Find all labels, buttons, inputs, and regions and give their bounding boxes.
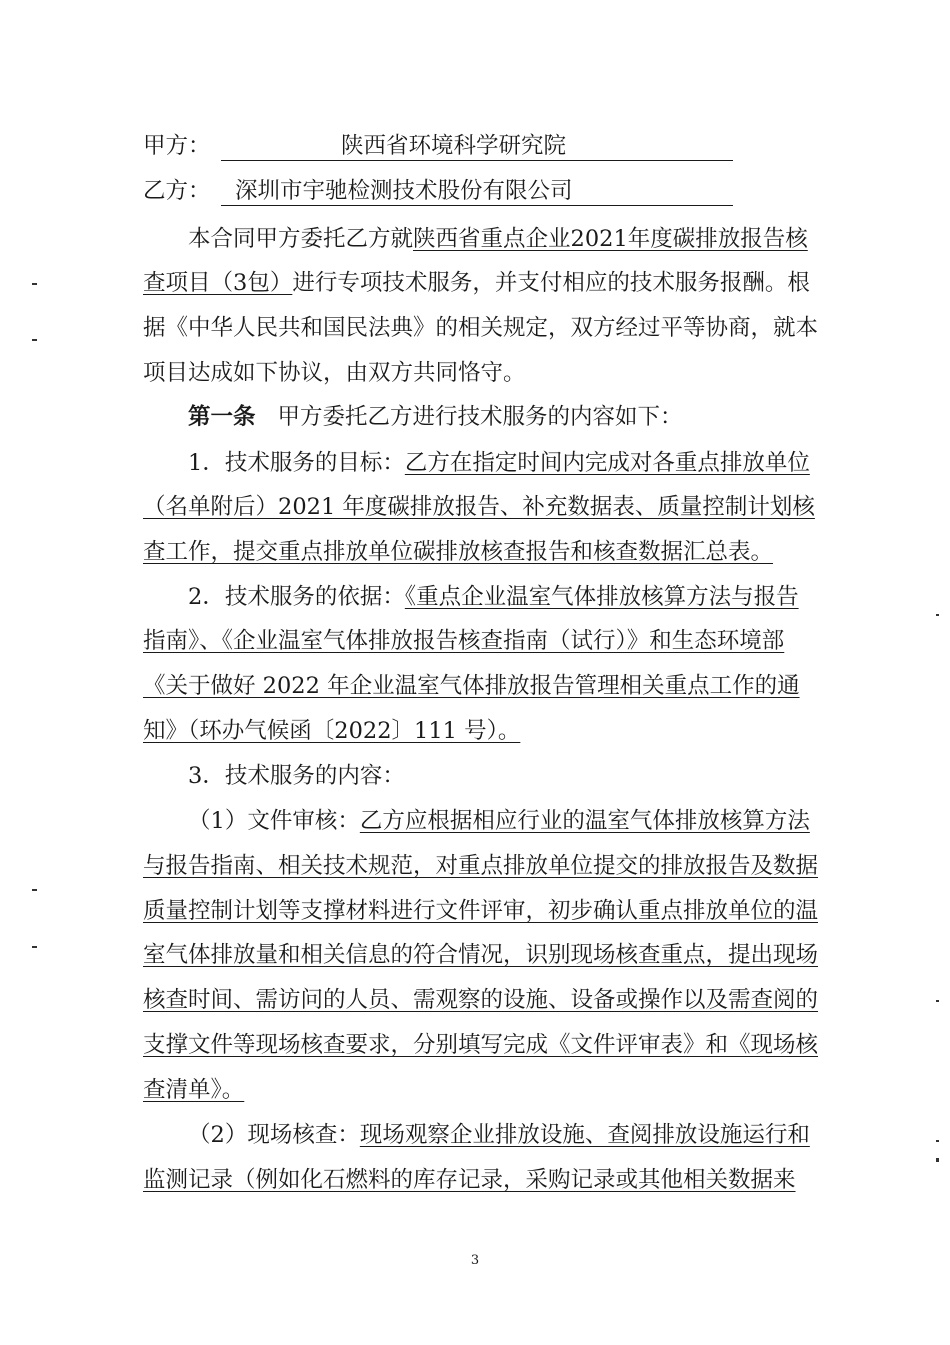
sub-1-line-5: 核查时间、需访问的人员、需观察的设施、设备或操作以及需查阅的 (143, 987, 819, 1013)
sub-1-line-7: 查清单》。 (143, 1077, 245, 1103)
party-a-field (221, 132, 733, 161)
sub-1-line-1 (143, 806, 808, 836)
party-b-label: 乙方： (143, 178, 211, 204)
project-name: 陕西省重点企业2021年度碳排放报告核 (413, 226, 808, 252)
sub-text: 现场观察企业排放设施、查阅排放设施运行和 (359, 1122, 810, 1148)
scan-speck (936, 614, 939, 616)
party-b-field (221, 177, 733, 206)
intro-text: 进行专项技术服务，并支付相应的技术服务报酬。根 (292, 270, 810, 296)
item-text: 乙方在指定时间内完成对各重点排放单位 (404, 450, 810, 476)
party-b-line (143, 176, 808, 206)
item-2-line-1 (143, 582, 808, 612)
sub-label: （1）文件审核： (188, 808, 360, 834)
scan-speck (936, 1158, 939, 1162)
sub-1-line-6: 支撑文件等现场核查要求，分别填写完成《文件评审表》和《现场核 (143, 1032, 819, 1058)
intro-text: 本合同甲方委托乙方就 (188, 226, 414, 252)
party-b-name: 深圳市宇驰检测技术股份有限公司 (235, 178, 573, 204)
scan-speck (32, 339, 37, 341)
party-a-label: 甲方： (143, 133, 211, 159)
article-title: 第一条 (188, 404, 256, 430)
party-a-name: 陕西省环境科学研究院 (341, 133, 567, 159)
item-2-line-4: 知》（环办气候函〔2022〕111 号）。 (143, 718, 521, 744)
intro-line-3: 据《中华人民共和国民法典》的相关规定，双方经过平等协商，就本 (143, 315, 819, 341)
scan-speck (936, 1140, 939, 1142)
sub-2-line-2: 监测记录（例如化石燃料的库存记录，采购记录或其他相关数据来 (143, 1167, 796, 1193)
item-3-heading: 3．技术服务的内容： (188, 763, 405, 789)
page-number: 3 (470, 1253, 480, 1268)
item-1-line-3: 查工作，提交重点排放单位碳排放核查报告和核查数据汇总表。 (143, 539, 774, 565)
item-1-line-1 (143, 448, 808, 478)
sub-1-line-4: 室气体排放量和相关信息的符合情况，识别现场核查重点，提出现场 (143, 942, 819, 968)
item-text: 《重点企业温室气体排放核算方法与报告 (404, 584, 799, 610)
item-1-line-2: （名单附后）2021 年度碳排放报告、补充数据表、质量控制计划核 (143, 494, 815, 520)
sub-text: 乙方应根据相应行业的温室气体排放核算方法 (359, 808, 810, 834)
item-2-line-3: 《关于做好 2022 年企业温室气体排放报告管理相关重点工作的通 (143, 673, 800, 699)
item-label: 1．技术服务的目标： (188, 450, 405, 476)
scan-speck (936, 1000, 939, 1002)
scan-speck (32, 889, 37, 891)
scan-speck (32, 283, 37, 285)
article-text: 甲方委托乙方进行技术服务的内容如下： (277, 404, 683, 430)
sub-1-line-3: 质量控制计划等支撑材料进行文件评审，初步确认重点排放单位的温 (143, 898, 819, 924)
sub-1-line-2: 与报告指南、相关技术规范，对重点排放单位提交的排放报告及数据 (143, 853, 819, 879)
item-label: 2．技术服务的依据： (188, 584, 405, 610)
sub-label: （2）现场核查： (188, 1122, 360, 1148)
intro-line-2 (143, 268, 808, 298)
article-1-heading (143, 402, 808, 432)
party-a-line (143, 131, 808, 161)
sub-2-line-1 (143, 1120, 808, 1150)
intro-line-1 (143, 224, 808, 254)
intro-line-4: 项目达成如下协议，由双方共同恪守。 (143, 360, 526, 386)
scan-speck (32, 946, 37, 948)
item-2-line-2: 指南》、《企业温室气体排放报告核查指南（试行）》和生态环境部 (143, 628, 785, 654)
project-package: 查项目（3包） (143, 270, 293, 296)
